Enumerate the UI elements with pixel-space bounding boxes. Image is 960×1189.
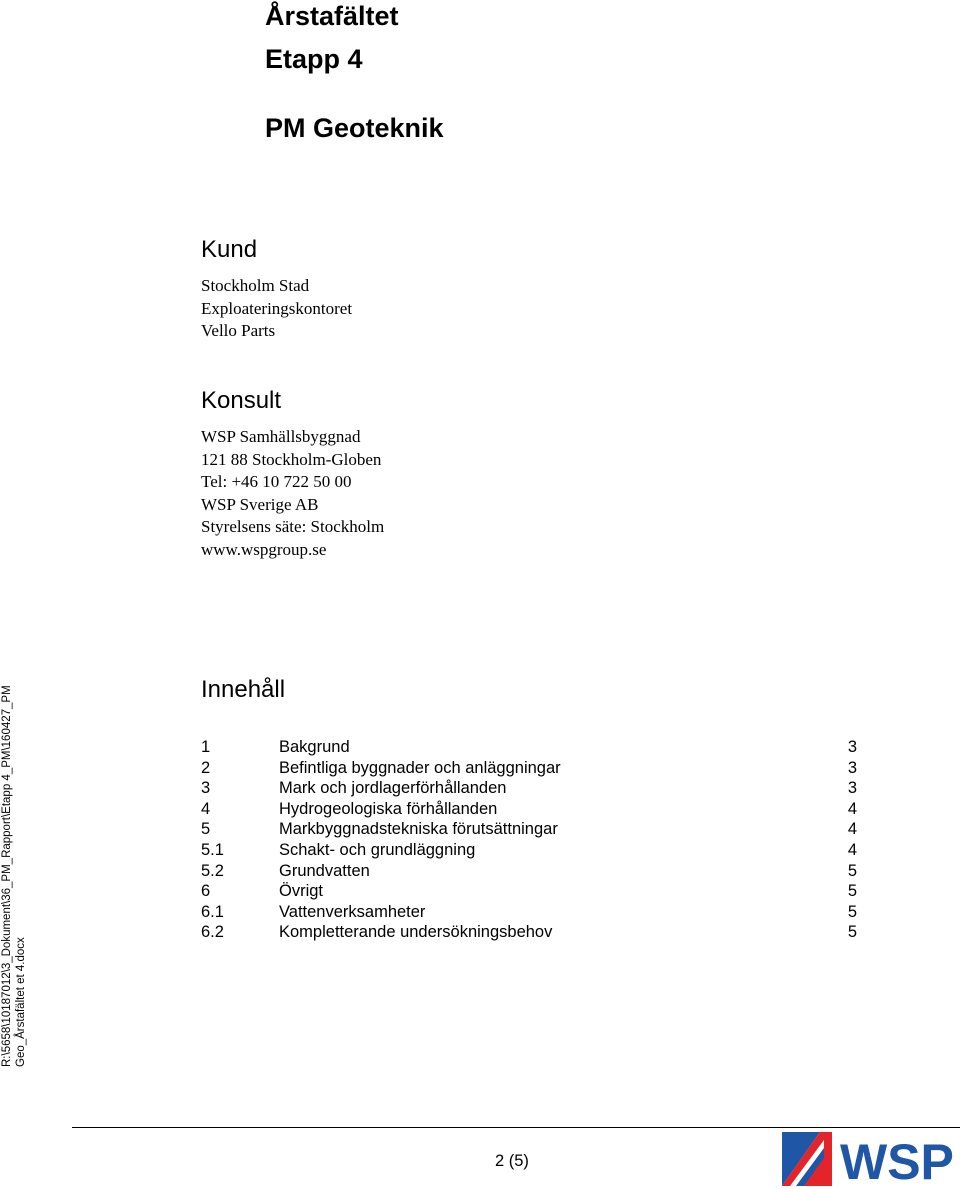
toc-entry[interactable] bbox=[201, 737, 857, 758]
consultant-line: Tel: +46 10 722 50 00 bbox=[201, 472, 352, 492]
wsp-logo-mark bbox=[782, 1132, 832, 1186]
toc-entry-title: Grundvatten bbox=[279, 861, 370, 880]
consultant-address bbox=[201, 426, 384, 562]
toc-entry[interactable] bbox=[201, 861, 857, 882]
table-of-contents bbox=[201, 737, 857, 943]
toc-entry-number: 6.2 bbox=[201, 923, 224, 942]
toc-entry-page: 4 bbox=[847, 840, 857, 859]
wsp-logo-wordmark: WSP bbox=[840, 1134, 954, 1189]
toc-entry-title: Övrigt bbox=[279, 882, 324, 901]
toc-entry-title: Bakgrund bbox=[279, 738, 350, 756]
wsp-logo bbox=[780, 1128, 960, 1189]
toc-entry[interactable] bbox=[201, 922, 857, 943]
toc-entry-page: 5 bbox=[847, 861, 857, 880]
toc-entry-title: Markbyggnadstekniska förutsättningar bbox=[279, 820, 558, 839]
toc-entry-page: 5 bbox=[847, 902, 857, 921]
consultant-line: WSP Samhällsbyggnad bbox=[201, 427, 361, 446]
toc-entry[interactable] bbox=[201, 819, 857, 840]
toc-entry[interactable] bbox=[201, 881, 857, 902]
client-address bbox=[201, 275, 352, 343]
toc-entry-number: 2 bbox=[201, 758, 211, 777]
client-line: Vello Parts bbox=[201, 321, 276, 341]
toc-heading: Innehåll bbox=[201, 676, 286, 703]
toc-entry-number: 5.2 bbox=[201, 861, 224, 880]
toc-entry[interactable] bbox=[201, 758, 857, 779]
toc-entry[interactable] bbox=[201, 799, 857, 820]
toc-entry-title: Kompletterande undersökningsbehov bbox=[279, 923, 553, 942]
consultant-website-link[interactable]: www.wspgroup.se bbox=[201, 539, 327, 559]
page-number: 2 (5) bbox=[495, 1152, 529, 1170]
document-title-line-2: Etapp 4 bbox=[265, 44, 363, 74]
toc-entry-title: Hydrogeologiska förhållanden bbox=[279, 799, 498, 818]
file-path-margin bbox=[0, 0, 30, 1189]
toc-entry-title: Vattenverksamheter bbox=[279, 902, 426, 921]
consultant-line: 121 88 Stockholm-Globen bbox=[201, 449, 382, 469]
consultant-heading: Konsult bbox=[201, 387, 282, 414]
toc-entry-number: 4 bbox=[201, 799, 211, 818]
toc-entry-page: 3 bbox=[847, 779, 857, 798]
toc-entry[interactable] bbox=[201, 840, 857, 861]
toc-entry[interactable] bbox=[201, 778, 857, 799]
toc-entry-number: 3 bbox=[201, 779, 211, 798]
toc-entry-page: 3 bbox=[847, 758, 857, 777]
toc-entry-number: 6 bbox=[201, 882, 211, 901]
file-path-line-1: R:\5658\10187012\3_Dokument\36_PM_Rapport\Etapp 4_PM\160427_PM bbox=[1, 685, 13, 1067]
toc-entry[interactable] bbox=[201, 902, 857, 923]
toc-entry-page: 5 bbox=[847, 882, 857, 901]
toc-entry-number: 6.1 bbox=[201, 902, 224, 921]
toc-entry-number: 5 bbox=[201, 820, 211, 839]
document-title-line-1: Årstafältet bbox=[265, 1, 399, 31]
toc-entry-page: 4 bbox=[847, 799, 857, 818]
client-heading: Kund bbox=[201, 236, 258, 263]
file-path-line-2: Geo_Årstafältet et 4.docx bbox=[15, 937, 27, 1067]
client-line: Exploateringskontoret bbox=[201, 298, 353, 318]
client-line: Stockholm Stad bbox=[201, 276, 310, 295]
consultant-line: Styrelsens säte: Stockholm bbox=[201, 517, 385, 537]
toc-entry-page: 4 bbox=[847, 820, 857, 839]
toc-entry-number: 1 bbox=[201, 738, 211, 756]
toc-entry-page: 5 bbox=[847, 923, 857, 942]
toc-entry-title: Mark och jordlagerförhållanden bbox=[279, 779, 507, 798]
toc-entry-number: 5.1 bbox=[201, 840, 224, 859]
toc-entry-page: 3 bbox=[847, 738, 857, 756]
consultant-line: WSP Sverige AB bbox=[201, 494, 319, 514]
toc-entry-title: Befintliga byggnader och anläggningar bbox=[279, 758, 561, 777]
document-subtitle: PM Geoteknik bbox=[265, 113, 444, 143]
toc-entry-title: Schakt- och grundläggning bbox=[279, 840, 476, 859]
